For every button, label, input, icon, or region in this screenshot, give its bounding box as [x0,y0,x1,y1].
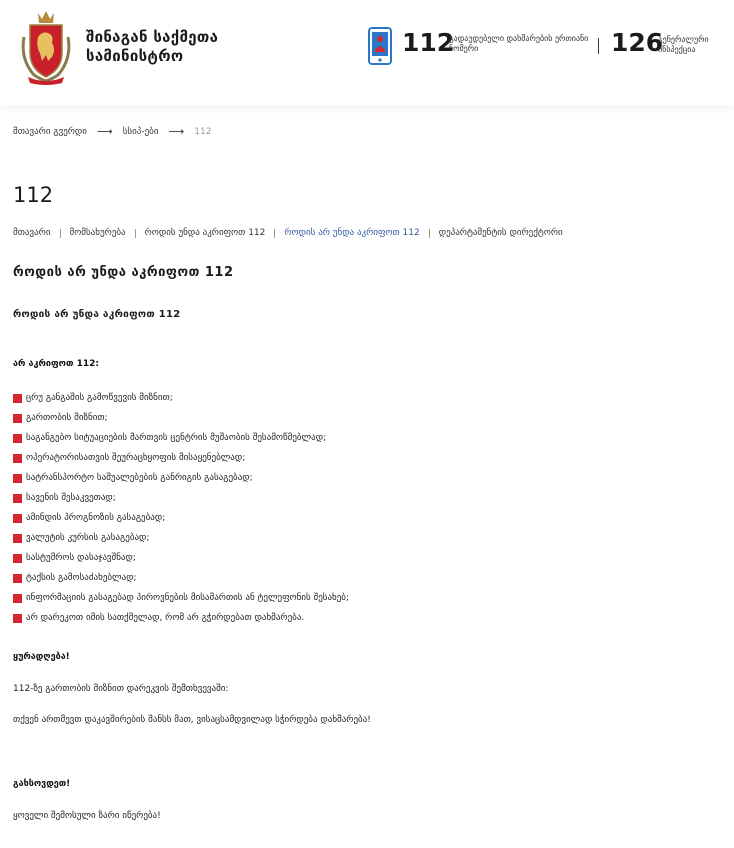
list-item-text: ცრუ განგაშის გამოწვევის მიზნით; [26,393,173,403]
inspection-number[interactable]: 126 [611,28,664,57]
coat-of-arms-logo[interactable] [16,7,76,85]
section-heading: როდის არ უნდა აკრიფოთ 112 [13,265,234,280]
red-square-bullet-icon [13,554,22,563]
list-item [13,612,349,632]
list-item [13,412,349,432]
red-square-bullet-icon [13,414,22,423]
subnav-separator [274,229,275,238]
list-item-text: ტაქსის გამოსაძახებლად; [26,573,137,583]
subnav-item-when-to-call[interactable]: როდის უნდა აკრიფოთ 112 [144,228,266,238]
hotline-number[interactable]: 112 [402,28,455,57]
breadcrumb-current: 112 [194,126,212,137]
red-square-bullet-icon [13,614,22,623]
remember-title: გახსოვდეთ! [13,779,71,789]
inspection-description: გენერალური ინსპექცია [658,35,709,54]
header-divider [598,38,599,54]
subnav-separator [60,229,61,238]
subnav-item-when-not-to-call[interactable]: როდის არ უნდა აკრიფოთ 112 [284,228,420,238]
red-square-bullet-icon [13,394,22,403]
list-item-text: ამინდის პროგნოზის გასაგებად; [26,513,166,523]
subnav-item-home[interactable]: მთავარი [13,228,51,238]
warning-text: თქვენ ართმევთ დაკავშირების შანსს მათ, ვისაცსამდვილად სჭირდება დახმარება! [13,715,371,725]
red-square-bullet-icon [13,494,22,503]
list-item [13,552,349,572]
reasons-list [13,392,349,632]
subnav-item-director[interactable]: დეპარტამენტის დირექტორი [438,228,563,238]
red-square-bullet-icon [13,514,22,523]
list-item-text: არ დარეკოთ იმის სათქმელად, რომ არ გჭირდებათ დახმარება. [26,613,305,623]
list-item-text: ვალუტის კურსის გასაგებად; [26,533,150,543]
breadcrumb-arrow-icon: ⟶ [168,125,185,138]
red-square-bullet-icon [13,574,22,583]
list-item [13,392,349,412]
subnav-item-services[interactable]: მომსახურება [69,228,126,238]
red-square-bullet-icon [13,474,22,483]
list-item-text: ინფორმაციის გასაგებად პიროვნების მისამართის ან ტელეფონის შესახებ; [26,593,350,603]
list-item [13,452,349,472]
breadcrumb-home[interactable]: მთავარი გვერდი [13,126,87,137]
list-item-text: სასტუმროს დასაჯავშნად; [26,553,136,563]
red-square-bullet-icon [13,434,22,443]
red-square-bullet-icon [13,534,22,543]
section-subnav [13,228,563,238]
list-item [13,492,349,512]
breadcrumb [13,125,211,138]
remember-text: ყოველი შემოსული ზარი იწერება! [13,811,161,821]
warning-title: ყურადღება! [13,652,70,662]
page-title: 112 [13,183,54,207]
list-item [13,532,349,552]
subnav-separator [135,229,136,238]
site-header [0,0,734,106]
breadcrumb-arrow-icon: ⟶ [96,125,113,138]
list-item [13,472,349,492]
list-title: არ აკრიფოთ 112: [13,359,99,369]
subnav-separator [429,229,430,238]
breadcrumb-sip[interactable]: სსიპ-ები [122,126,159,137]
hotline-description: გადაუდებელი დახმარების ერთიანი ნომერი [449,34,589,53]
list-item [13,572,349,592]
list-item-text: გართობის მიზნით; [26,413,108,423]
mobile-phone-icon [368,27,392,65]
list-item-text: ოპერატორისათვის შეურაცხყოფის მისაყენებლად; [26,453,246,463]
section-subheading: როდის არ უნდა აკრიფოთ 112 [13,309,181,320]
warning-text: 112-ზე გართობის მიზნით დარეკვის შემთხვევაში: [13,684,229,694]
list-item [13,432,349,452]
list-item-text: სავენის შესაკვეთად; [26,493,116,503]
ministry-title[interactable]: შინაგან საქმეთა სამინისტრო [86,28,219,65]
list-item [13,592,349,612]
list-item [13,512,349,532]
list-item-text: სატრანსპორტო საშუალებების განრიგის გასაგებად; [26,473,253,483]
red-square-bullet-icon [13,594,22,603]
list-item-text: საგანგებო სიტუაციების მართვის ცენტრის მუშაობის შესამოწმებლად; [26,433,327,443]
red-square-bullet-icon [13,454,22,463]
